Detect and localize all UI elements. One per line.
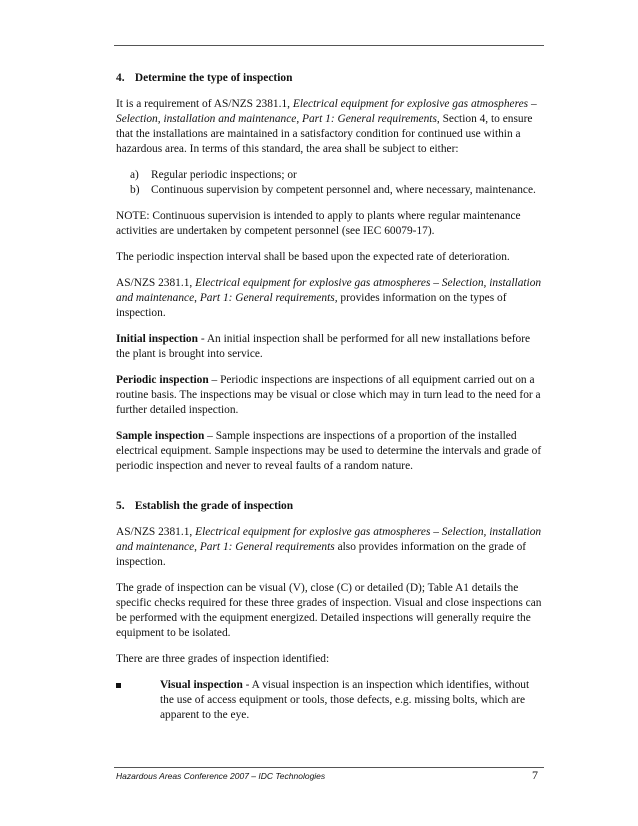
list-marker: a): [130, 169, 139, 181]
grades-paragraph: The grade of inspection can be visual (V), close (C) or detailed (D); Table A1 details the specific checks required for these three grades of inspection. Visual and close inspections can be performed with the equipment energized. Detailed inspections will generally require the equipment to be isolated.: [116, 582, 542, 639]
grades-list: [116, 678, 542, 723]
list-item: [130, 183, 542, 198]
header-rule: [114, 45, 544, 46]
standard-title: Electrical equipment for explosive gas atmospheres – Selection, installation and maintenance: [116, 526, 542, 553]
footer-rule: [114, 767, 544, 768]
initial-inspection-paragraph: [116, 332, 542, 362]
term-definition: - A visual inspection is an inspection which identifies, without the use of access equipment or tools, those defects, e.g. missing bolts, which are apparent to the eye.: [160, 679, 530, 721]
types-info-paragraph: [116, 276, 542, 321]
text-run: ,: [296, 113, 303, 125]
section-4-heading: [116, 71, 542, 86]
text-run: It is a requirement of AS/NZS 2381.1,: [116, 98, 293, 110]
text-run: ,: [194, 292, 200, 304]
standard-title: Electrical equipment for explosive gas atmospheres – Selection, installation and maintenance: [116, 277, 542, 304]
page-content: [116, 71, 542, 723]
term-definition: – Periodic inspections are inspections of all equipment carried out on a routine basis. The inspections may be visual or close which may in turn lead to the need for a further detailed inspection.: [116, 374, 541, 416]
list-item-text: Continuous supervision by competent personnel and, where necessary, maintenance.: [151, 184, 536, 196]
section-spacer: [116, 485, 542, 499]
term-label: Periodic inspection: [116, 374, 209, 386]
section-5-intro: [116, 525, 542, 570]
list-item: [116, 678, 542, 723]
page-number: 7: [532, 768, 538, 782]
text-run: , Section 4, to ensure that the installations are maintained in a satisfactory condition for continued use within a hazardous area. In terms of this standard, the area shall be subject to either:: [116, 113, 533, 155]
term-definition: – Sample inspections are inspections of a proportion of the installed electrical equipment. Sample inspections may be used to determine the intervals and grade of periodic inspection and never to reveal faults of a random nature.: [116, 430, 542, 472]
standard-part: Part 1: General requirements,: [199, 292, 338, 304]
periodic-inspection-paragraph: [116, 373, 542, 418]
footer-text: Hazardous Areas Conference 2007 – IDC Technologies: [116, 771, 326, 781]
sample-inspection-paragraph: [116, 429, 542, 474]
inspection-options-list: [116, 168, 542, 198]
list-marker: b): [130, 184, 140, 196]
section-5-number: 5.: [116, 500, 125, 512]
section-4-title: Determine the type of inspection: [134, 72, 293, 84]
section-5-title: Establish the grade of inspection: [134, 500, 294, 512]
interval-paragraph: The periodic inspection interval shall be based upon the expected rate of deterioration.: [116, 251, 510, 263]
section-4-number: 4.: [116, 72, 125, 84]
grades-intro-paragraph: There are three grades of inspection identified:: [116, 653, 330, 665]
section-5-heading: [116, 499, 542, 514]
bullet-icon: [116, 683, 121, 688]
section-4-intro: [116, 97, 542, 157]
text-run: AS/NZS 2381.1,: [116, 526, 196, 538]
text-run: also provides information on the grade of inspection.: [116, 541, 527, 568]
text-run: AS/NZS 2381.1,: [116, 277, 196, 289]
list-item: [130, 168, 542, 183]
term-label: Initial inspection: [116, 333, 198, 345]
term-definition: - An initial inspection shall be performed for all new installations before the plant is brought into service.: [116, 333, 531, 360]
standard-part: Part 1: General requirements: [302, 113, 437, 125]
text-run: provides information on the types of inspection.: [116, 292, 507, 319]
standard-title: Electrical equipment for explosive gas atmospheres – Selection, installation and maintenance: [116, 98, 537, 125]
standard-part: Part 1: General requirements: [199, 541, 335, 553]
text-run: ,: [194, 541, 200, 553]
list-item-text: Regular periodic inspections; or: [151, 169, 297, 181]
term-label: Visual inspection: [160, 679, 243, 691]
term-label: Sample inspection: [116, 430, 205, 442]
note-paragraph: NOTE: Continuous supervision is intended to apply to plants where regular maintenance activities are undertaken by competent personnel (see IEC 60079-17).: [116, 210, 521, 237]
